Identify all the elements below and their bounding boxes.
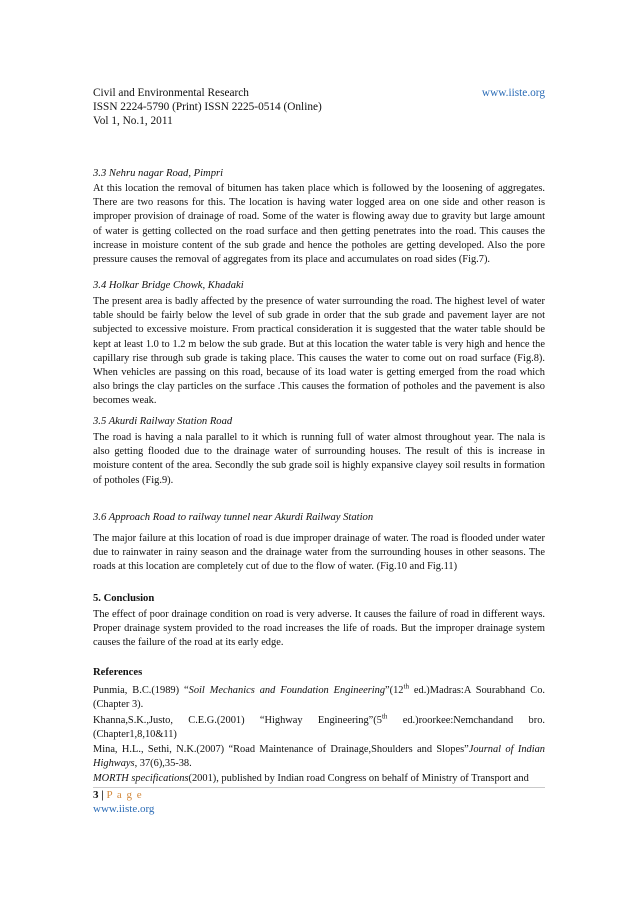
reference-item xyxy=(93,684,545,712)
reference-title-italic: Soil Mechanics and Foundation Engineering xyxy=(188,685,386,696)
section-body-3-6: The major failure at this location of road is due improper drainage of water. The road is flooded under water due to rainwater in rainy season and the drainage water from the surrounding houses in other seasons. The roads at this location are completely cut of due to the flow of water. (Fig.10 and Fig.11) xyxy=(93,533,545,573)
journal-volume: Vol 1, No.1, 2011 xyxy=(93,115,173,127)
reference-text: ed.)roorkee:Nemchandand bro.(Chapter1,8,10&11) xyxy=(93,715,545,741)
conclusion-body: The effect of poor drainage condition on road is very adverse. It causes the failure of road in different ways. Proper drainage system provided to the road increases the life of roads. But the improper drainage system causes the failure of the road at its early edge. xyxy=(93,609,545,649)
reference-title-italic: Journal of Indian Highways xyxy=(93,744,545,770)
footer-website-link[interactable]: www.iiste.org xyxy=(93,803,155,815)
journal-title: Civil and Environmental Research xyxy=(93,87,249,99)
conclusion-title: 5. Conclusion xyxy=(93,593,155,604)
reference-superscript: th xyxy=(381,712,388,721)
reference-title-italic: MORTH specifications xyxy=(93,773,189,784)
reference-item xyxy=(93,714,545,742)
reference-text: ”(12 xyxy=(385,685,404,696)
reference-text: (2001), published by Indian road Congress on behalf of Ministry of Transport and xyxy=(188,773,529,784)
journal-website-link[interactable]: www.iiste.org xyxy=(481,87,545,99)
reference-superscript: th xyxy=(403,682,409,691)
page-number: 3 xyxy=(93,789,99,801)
page-footer xyxy=(93,789,143,801)
section-body-3-4: The present area is badly affected by the presence of water surrounding the road. The highest level of water table should be fairly below the level of sub grade in order that the sub grade and pavement layer are not subjected to excessive moisture. From practical consideration it is suggested that the water table should be kept at least 1.0 to 1.2 m below the sub grade. But at this location the water table is very high and hence the capillary rise through sub grade is taking place. This causes the water to come out on road surface (Fig.8). When vehicles are passing on this road, because of its load water is getting emerged from the road which also brings the clay particles on the surface .This causes the formation of potholes and the pavement is also becomes weak. xyxy=(93,296,545,407)
reference-text: Mina, H.L., Sethi, N.K.(2007) “Road Maintenance of Drainage,Shoulders and Slopes” xyxy=(93,744,469,755)
section-title-3-3: 3.3 Nehru nagar Road, Pimpri xyxy=(93,168,224,179)
reference-text: Punmia, B.C.(1989) “ xyxy=(93,685,189,696)
journal-header xyxy=(93,86,545,128)
section-body-3-3: At this location the removal of bitumen has taken place which is followed by the loosening of aggregates. There are two reasons for this. The location is having water logged area on one side and other reason is improper provision of drainage of road. Some of the water is flowing away due to gravity but large amount of water is getting collected on the road surface and then getting penetrates into the road. This causes the increase in moisture content of the sub grade and hence the potholes are getting developed. Also the pore pressure causes the removal of aggregates from its place and accumulates on road sides (Fig.7). xyxy=(93,183,545,266)
section-title-3-6: 3.6 Approach Road to railway tunnel near Akurdi Railway Station xyxy=(93,512,374,523)
section-title-3-5: 3.5 Akurdi Railway Station Road xyxy=(93,416,233,427)
section-body-3-5: The road is having a nala parallel to it which is running full of water almost throughout year. The nala is also getting flooded due to the drainage water of surrounding houses. The result of this is increase in moisture content of the area. Secondly the sub grade soil is highly expansive clayey soil results in formation of potholes (Fig.9). xyxy=(93,432,545,486)
journal-issn: ISSN 2224-5790 (Print) ISSN 2225-0514 (Online) xyxy=(93,101,322,113)
footer-divider xyxy=(93,787,545,788)
reference-text: Khanna,S.K.,Justo, C.E.G.(2001) “Highway Engineering”(5 xyxy=(93,715,382,726)
reference-text: ed.)Madras:A Sourabhand Co.(Chapter 3). xyxy=(93,685,545,711)
reference-item xyxy=(93,743,545,771)
reference-item xyxy=(93,772,545,786)
page-word: P a g e xyxy=(106,789,143,801)
reference-text: , 37(6),35-38. xyxy=(134,758,192,770)
page-separator: | xyxy=(98,789,107,801)
section-title-3-4: 3.4 Holkar Bridge Chowk, Khadaki xyxy=(93,280,244,291)
references-title: References xyxy=(93,667,143,678)
